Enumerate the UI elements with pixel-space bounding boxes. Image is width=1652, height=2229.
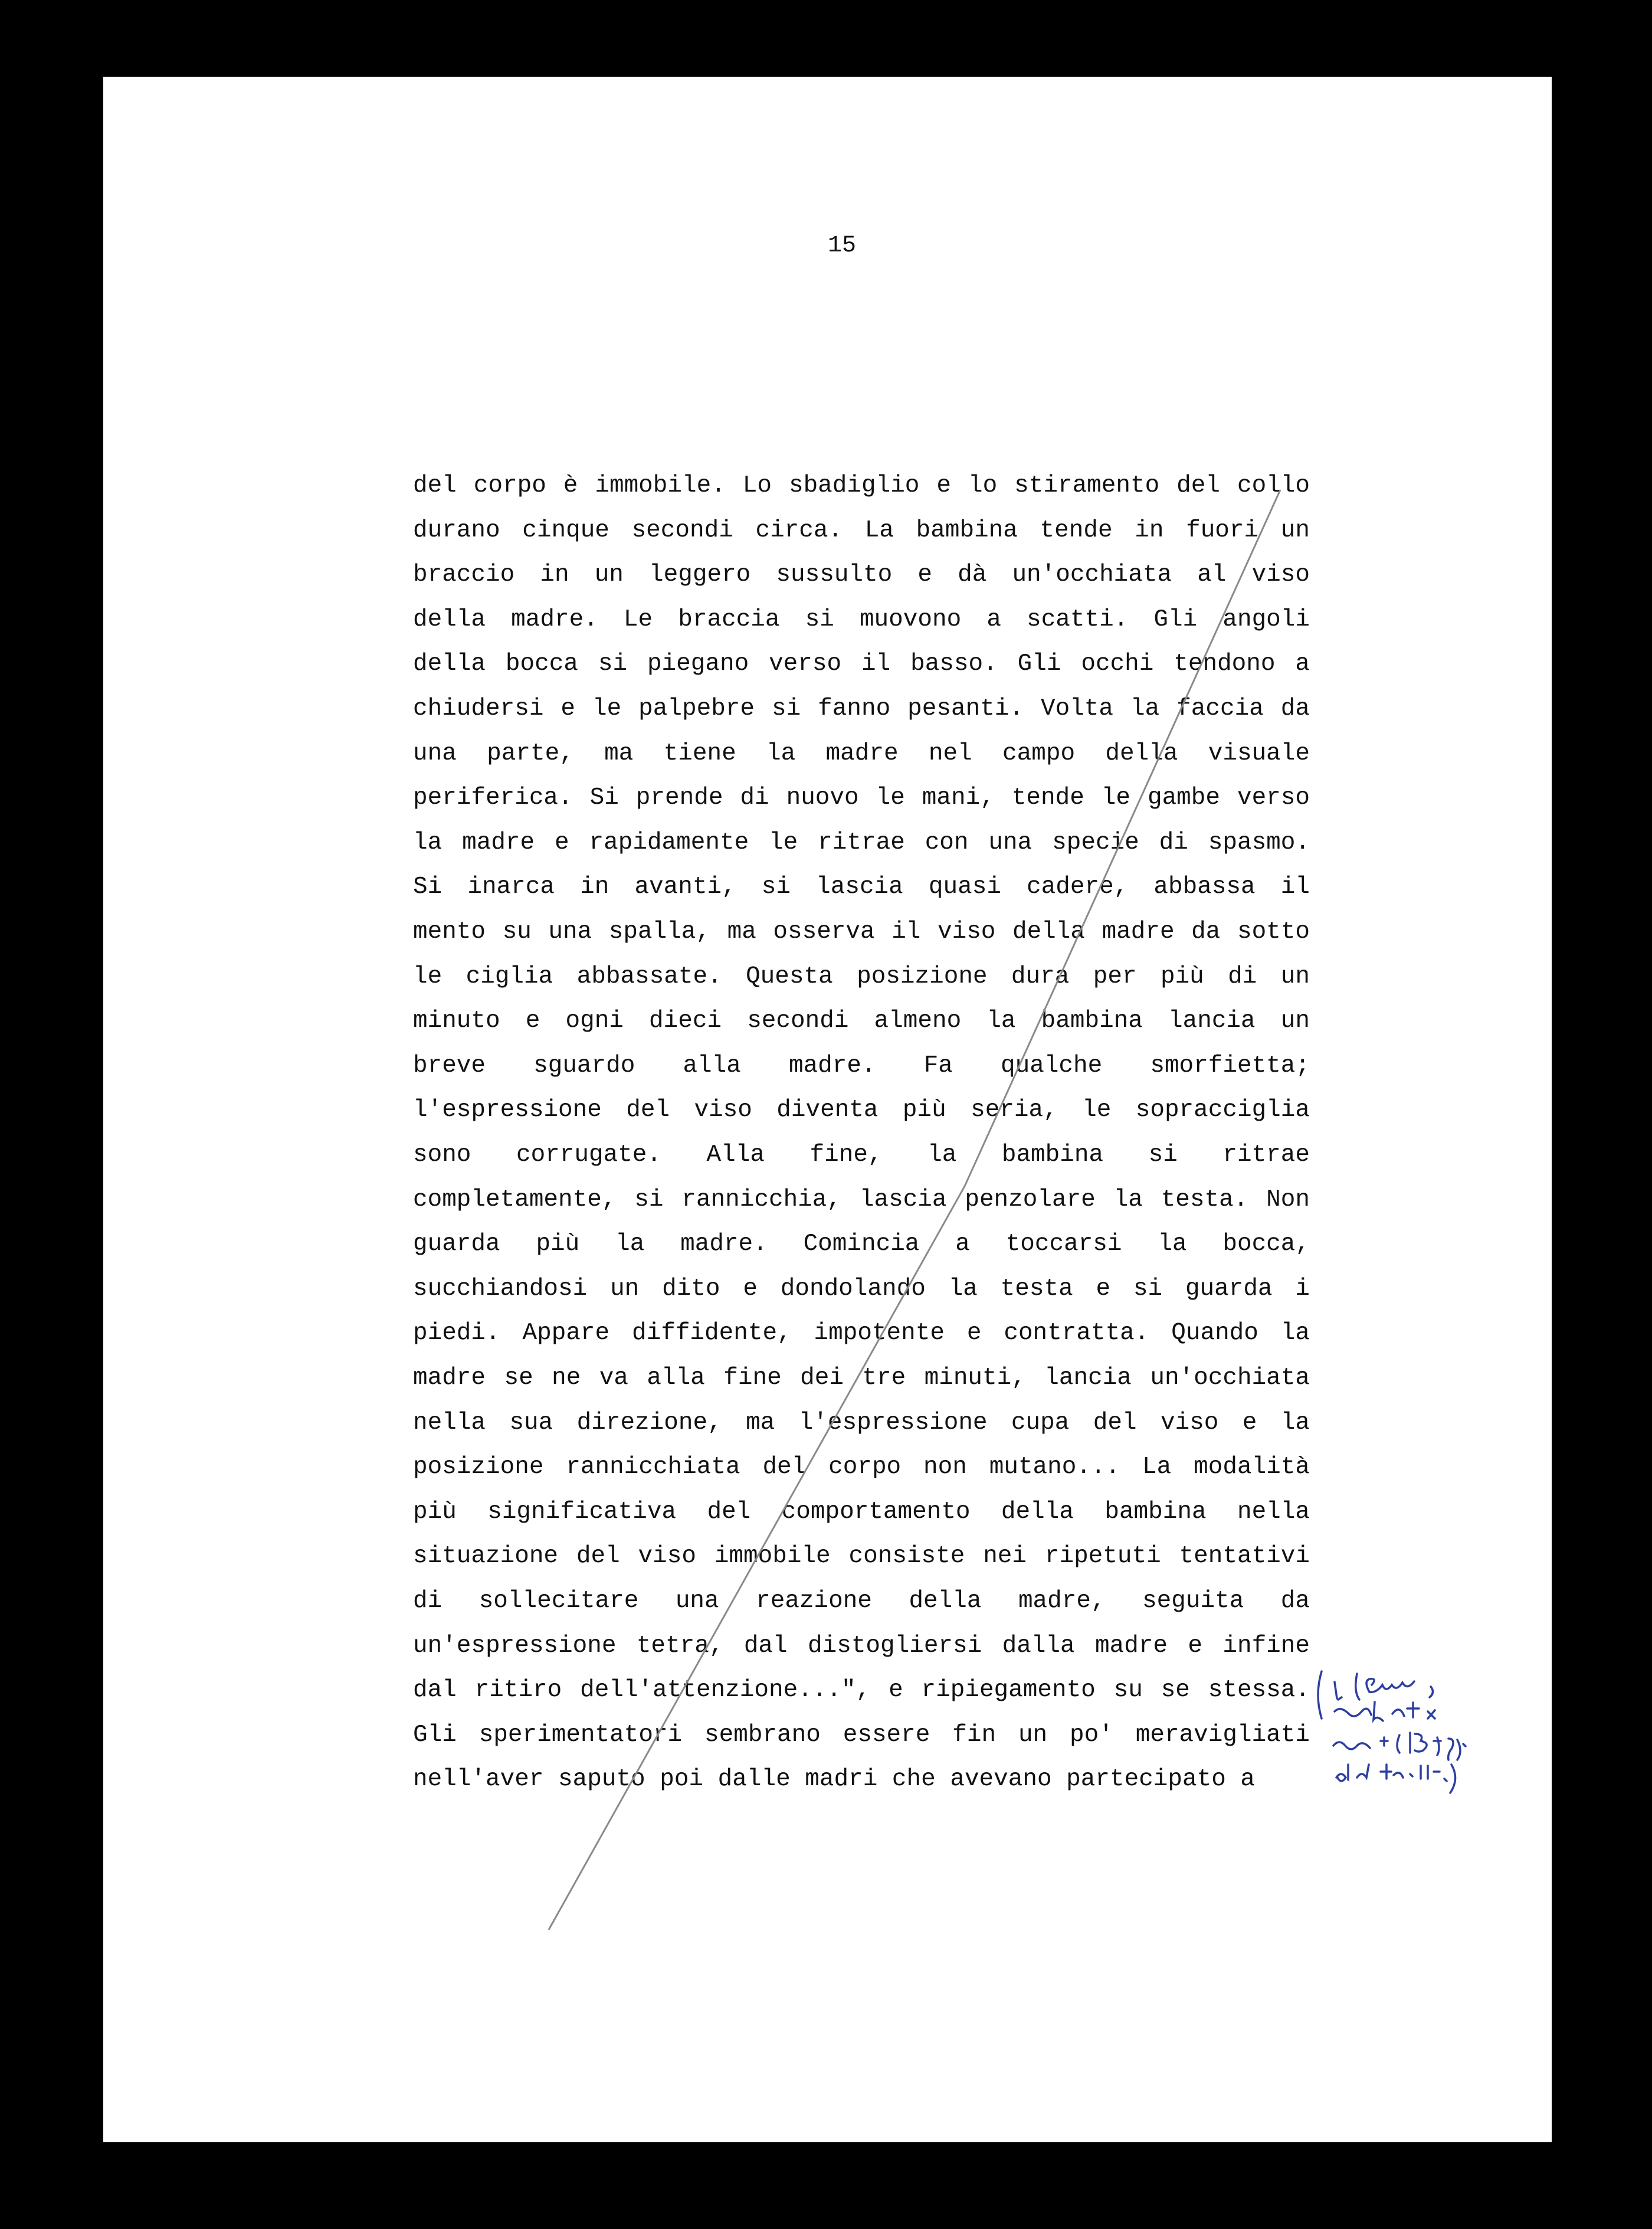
text-line: le ciglia abbassate. Questa posizione dura per più di un bbox=[413, 963, 1310, 990]
text-line: situazione del viso immobile consiste nei ripetuti tentativi bbox=[413, 1543, 1310, 1570]
text-line: l'espressione del viso diventa più seria, le sopracciglia bbox=[413, 1097, 1310, 1124]
text-line: durano cinque secondi circa. La bambina tende in fuori un bbox=[413, 516, 1310, 544]
text-line: chiudersi e le palpebre si fanno pesanti. Volta la faccia da bbox=[413, 695, 1310, 722]
text-line: Si inarca in avanti, si lascia quasi cadere, abbassa il bbox=[413, 873, 1310, 901]
page-number: 15 bbox=[828, 233, 857, 259]
text-line: sono corrugate. Alla fine, la bambina si ritrae bbox=[413, 1141, 1310, 1168]
text-line: periferica. Si prende di nuovo le mani, tende le gambe verso bbox=[413, 784, 1310, 812]
text-line: nella sua direzione, ma l'espressione cupa del viso e la bbox=[413, 1409, 1310, 1436]
text-line: della bocca si piegano verso il basso. Gli occhi tendono a bbox=[413, 650, 1310, 678]
text-line: dal ritiro dell'attenzione...", e ripiegamento su se stessa. bbox=[413, 1677, 1310, 1704]
text-line: della madre. Le braccia si muovono a scatti. Gli angoli bbox=[413, 605, 1310, 633]
text-line: più significativa del comportamento della bambina nella bbox=[413, 1498, 1310, 1526]
text-line: completamente, si rannicchia, lascia penzolare la testa. Non bbox=[413, 1186, 1310, 1213]
text-line: Gli sperimentatori sembrano essere fin un po' meravigliati bbox=[413, 1721, 1310, 1749]
text-line: guarda più la madre. Comincia a toccarsi la bocca, bbox=[413, 1230, 1310, 1258]
text-line: di sollecitare una reazione della madre, seguita da bbox=[413, 1588, 1310, 1615]
text-line: madre se ne va alla fine dei tre minuti, lancia un'occhiata bbox=[413, 1364, 1310, 1392]
text-line: un'espressione tetra, dal distogliersi dalla madre e infine bbox=[413, 1632, 1310, 1660]
text-line: braccio in un leggero sussulto e dà un'occhiata al viso bbox=[413, 561, 1310, 589]
text-line: la madre e rapidamente le ritrae con una specie di spasmo. bbox=[413, 829, 1310, 856]
text-line: una parte, ma tiene la madre nel campo della visuale bbox=[413, 739, 1310, 767]
text-line: succhiandosi un dito e dondolando la testa e si guarda i bbox=[413, 1275, 1310, 1302]
text-line: piedi. Appare diffidente, impotente e contratta. Quando la bbox=[413, 1320, 1310, 1347]
text-line: mento su una spalla, ma osserva il viso della madre da sotto bbox=[413, 918, 1310, 945]
text-line: nell'aver saputo poi dalle madri che avevano partecipato a bbox=[413, 1766, 1256, 1793]
text-line: minuto e ogni dieci secondi almeno la bambina lancia un bbox=[413, 1007, 1310, 1035]
text-line: posizione rannicchiata del corpo non mutano... La modalità bbox=[413, 1454, 1310, 1481]
text-line: breve sguardo alla madre. Fa qualche smorfietta; bbox=[413, 1052, 1310, 1079]
text-line: del corpo è immobile. Lo sbadiglio e lo stiramento del collo bbox=[413, 472, 1310, 499]
